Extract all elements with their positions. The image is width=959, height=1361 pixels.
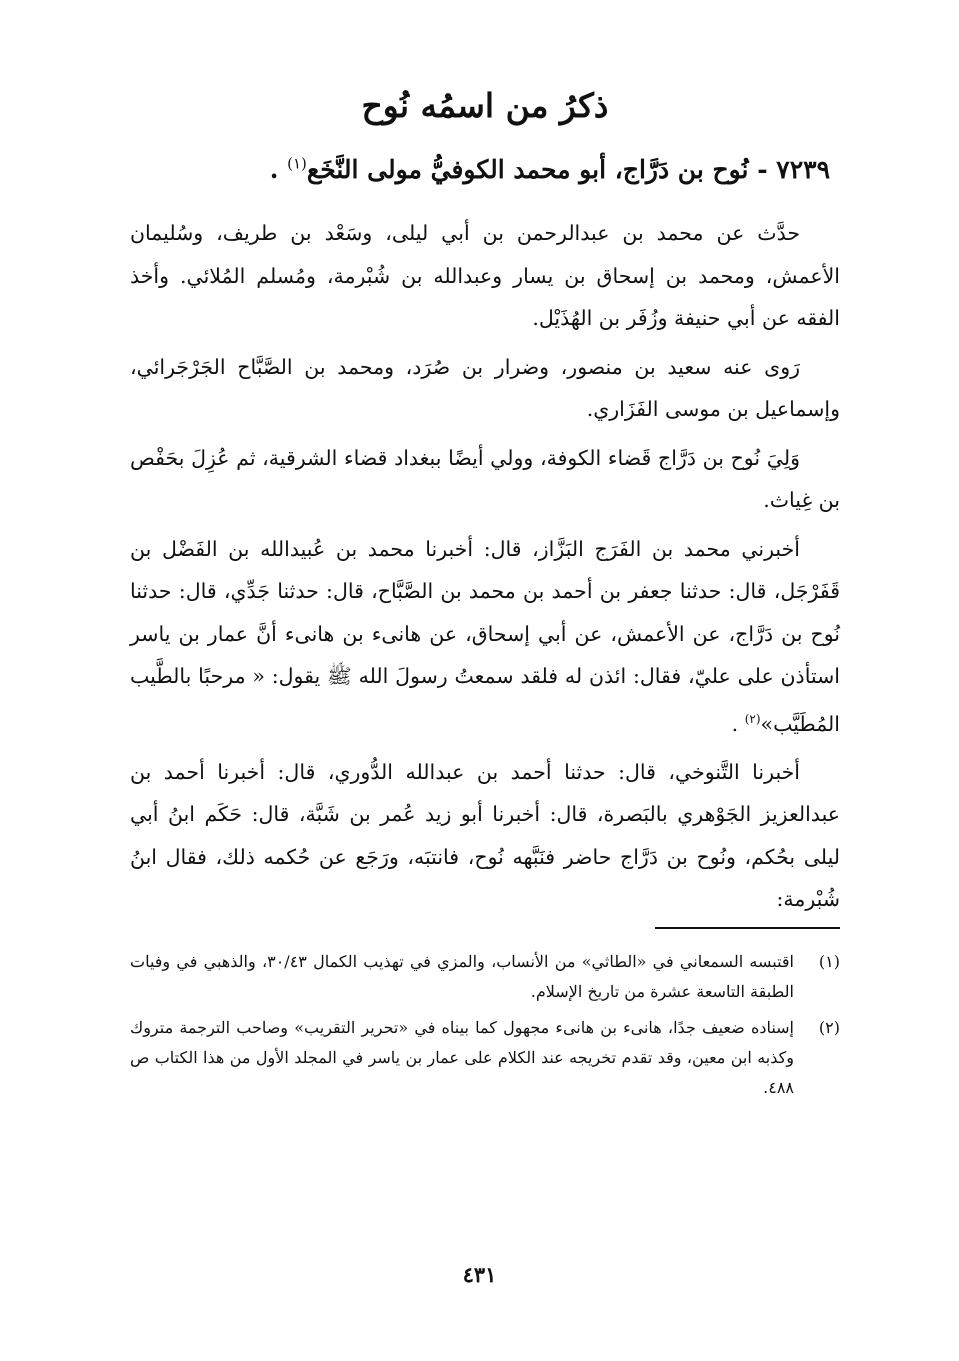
entry-heading-tail: .: [269, 154, 288, 184]
paragraph-judgeship: [130, 437, 840, 522]
footnote-text: اقتبسه السمعاني في «الطاثي» من الأنساب، والمزي في تهذيب الكمال ٣٠/٤٣، والذهبي في وفيات الطبقة التاسعة عشرة من تاريخ الإسلام.: [130, 951, 795, 1001]
page-number: ٤٣١: [462, 1262, 497, 1287]
book-page: [130, 78, 840, 1109]
footnote-ref-2: (٢): [744, 711, 761, 726]
footnote-number: (١): [818, 951, 840, 971]
footnote-number: (٢): [818, 1017, 840, 1037]
paragraph-students: [130, 346, 840, 431]
footnote-text: إسناده ضعيف جدًا، هانىء بن هانىء مجهول كما بيناه في «تحرير التقريب» وصاحب الترجمة متروك وكذبه ابن معين، وقد تقدم تخريجه عند الكلام على عمار بن ياسر في المجلد الأول من هذا الكتاب ص ٤٨٨.: [130, 1017, 794, 1097]
paragraph-text: رَوى عنه سعيد بن منصور، وضرار بن صُرَد، ومحمد بن الصَّبَّاح الجَرْجَرائي، وإسماعيل بن موسى الفَزَاري.: [130, 354, 840, 422]
paragraph-hadith: [130, 528, 840, 745]
footnote-divider: [655, 927, 840, 929]
section-title: ذكرُ من اسمُه نُوح: [361, 86, 609, 125]
paragraph-anecdote: [130, 751, 840, 921]
entry-heading-text: ٧٢٣٩ - نُوح بن دَرَّاج، أبو محمد الكوفيُّ مولى النَّخَع: [306, 154, 830, 184]
paragraph-text: أخبرني محمد بن الفَرَج البَزَّاز، قال: أخبرنا محمد بن عُبيدالله بن الفَضْل بن قَفَرْجَل، قال: حدثنا جعفر بن أحمد بن محمد بن الصَّبَّاح، قال: حدثنا جَدِّي، قال: حدثنا نُوح بن دَرَّاج، عن الأعمش، عن أبي إسحاق، عن هانىء بن هانىء أنَّ عمار بن ياسر استأذن على عليّ، فقال: ائذن له فلقد سمعتُ رسولَ الله ﷺ يقول: « مرحبًا بالطَّيب المُطَيَّب»: [130, 536, 840, 736]
footnote-ref-1: (١): [287, 154, 307, 173]
paragraph-text: أخبرنا التَّنوخي، قال: حدثنا أحمد بن عبدالله الدُّوري، قال: أخبرنا أحمد بن عبدالعزيز الجَوْهري بالبَصرة، قال: أخبرنا أبو زيد عُمر بن شَبَّة، قال: حَكَم ابنُ أبي ليلى بحُكم، ونُوح بن دَرَّاج حاضر فنَبَّهه نُوح، فانتبَه، ورَجَع عن حُكمه ذلك، فقال ابنُ شُبْرمة:: [130, 759, 840, 912]
paragraph-text: حدَّث عن محمد بن عبدالرحمن بن أبي ليلى، وسَعْد بن طريف، وسُليمان الأعمش، ومحمد بن إسحاق بن يسار وعبدالله بن شُبْرمة، ومُسلم المُلائي. وأخذ الفقه عن أبي حنيفة وزُفَر بن الهُذَيْل.: [130, 221, 840, 331]
entry-heading: [130, 154, 830, 187]
paragraph-tail: .: [731, 711, 745, 736]
footnote-1: [130, 947, 840, 1007]
footnote-2: [130, 1013, 840, 1103]
paragraph-teachers: [130, 212, 840, 340]
paragraph-text: وَلِيَ نُوح بن دَرَّاج قَضاء الكوفة، وولي أيضًا ببغداد قضاء الشرقية، ثم عُزِلَ بحَفْص بن غِياث.: [130, 445, 840, 513]
